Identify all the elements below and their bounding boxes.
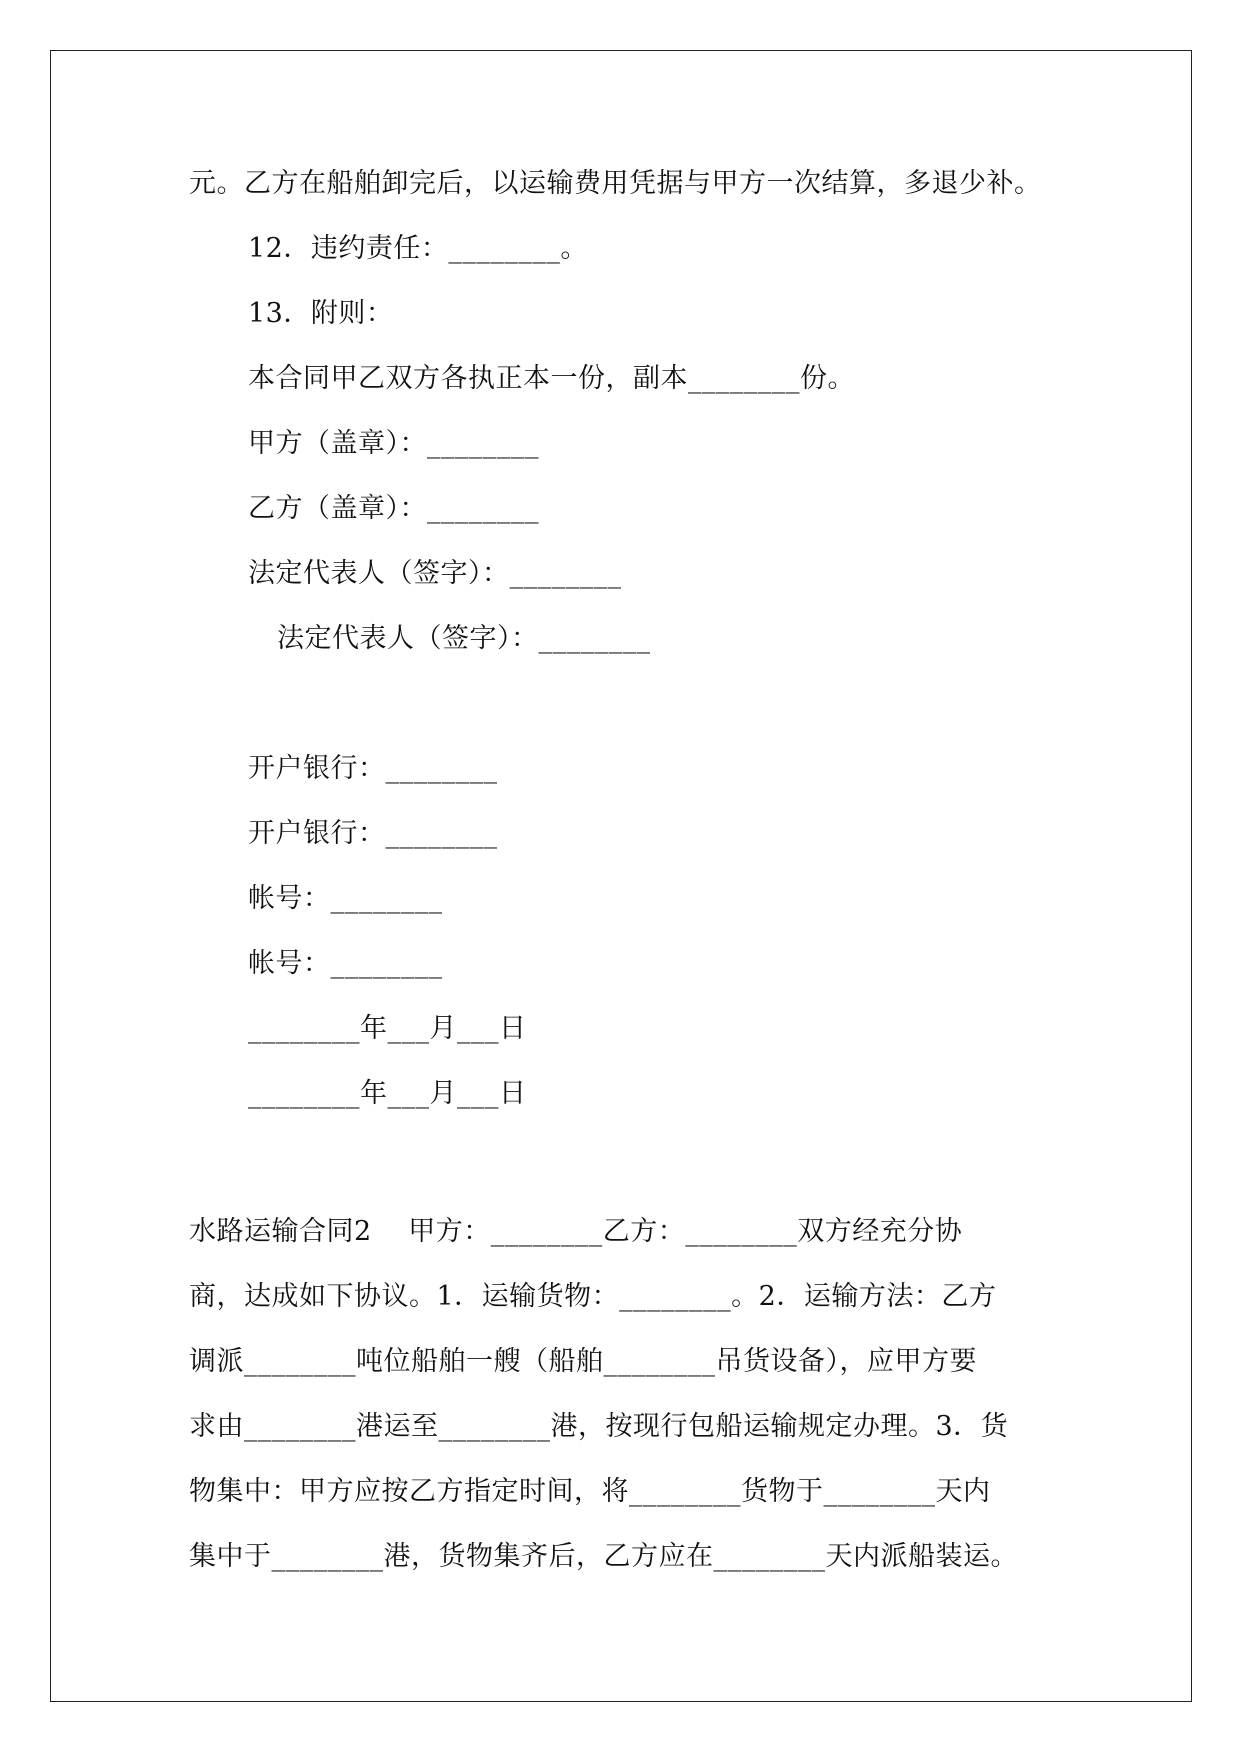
contract-2-line: 集中于________港，货物集齐后，乙方应在________天内派船装运。 — [189, 1541, 1018, 1572]
contract-2-line: 求由________港运至________港，按现行包船运输规定办理。3．货 — [189, 1411, 1009, 1442]
supplementary-provisions-heading: 13．附则： — [248, 298, 394, 329]
contract-2-line: 水路运输合同2 甲方：________乙方：________双方经充分协 — [189, 1216, 963, 1247]
contract-2-line: 调派________吨位船舶一艘（船舶________吊货设备），应甲方要 — [189, 1346, 977, 1377]
bank-b-field: 开户银行：________ — [248, 818, 498, 849]
contract-2-line: 物集中：甲方应按乙方指定时间，将________货物于________天内 — [189, 1476, 991, 1507]
contract-2-paragraph — [189, 1199, 1049, 1589]
account-number-b-field: 帐号：________ — [248, 948, 443, 979]
party-a-seal-field: 甲方（盖章）：________ — [248, 428, 539, 459]
settlement-clause-line: 元。乙方在船舶卸完后，以运输费用凭据与甲方一次结算，多退少补。 — [189, 168, 1042, 199]
date-a-field: ________年___月___日 — [248, 1013, 527, 1044]
breach-liability-clause: 12．违约责任：________。 — [248, 233, 588, 264]
account-number-a-field: 帐号：________ — [248, 883, 443, 914]
legal-representative-a-field: 法定代表人（签字）：________ — [248, 558, 622, 589]
copies-clause: 本合同甲乙双方各执正本一份，副本________份。 — [248, 363, 855, 394]
party-b-seal-field: 乙方（盖章）：________ — [248, 493, 539, 524]
date-b-field: ________年___月___日 — [248, 1078, 527, 1109]
legal-representative-b-field: 法定代表人（签字）：________ — [277, 623, 651, 654]
contract-2-line: 商，达成如下协议。1．运输货物：________。2．运输方法：乙方 — [189, 1281, 997, 1312]
bank-a-field: 开户银行：________ — [248, 753, 498, 784]
